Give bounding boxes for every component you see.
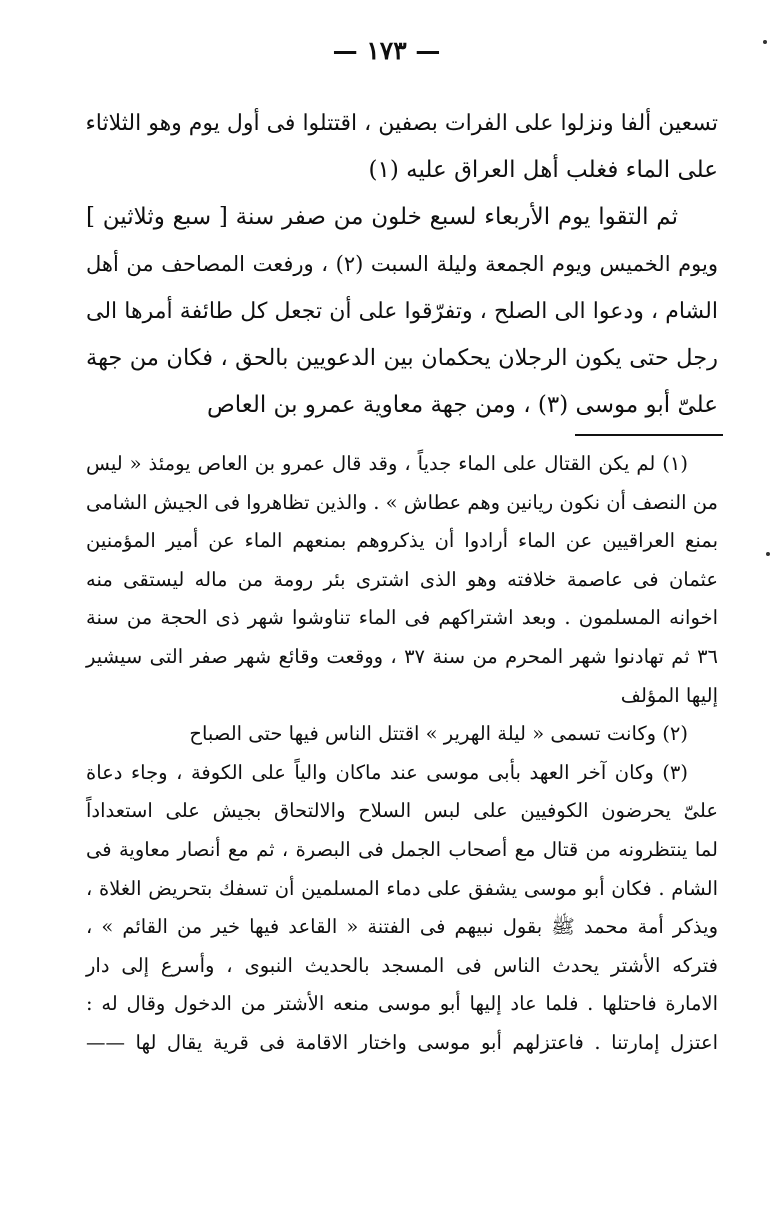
main-text-line: على الماء فغلب أهل العراق عليه (١)	[368, 157, 718, 183]
footnote-line: الامارة فاحتلها . فلما عاد إليها أبو موسى منعه الأشتر من الدخول وقال له :	[86, 992, 718, 1016]
footnote-line: عثمان فى عاصمة خلافته وهو الذى اشترى بئر رومة من ماله ليستقى منه	[86, 567, 718, 591]
main-text	[86, 100, 718, 429]
footnote-separator	[575, 434, 723, 436]
footnote-line: اخوانه المسلمون . وبعد اشتراكهم فى الماء تناوشوا شهر ذى الحجة من سنة	[86, 606, 718, 630]
main-text-line: علىّ أبو موسى (٣) ، ومن جهة معاوية عمرو بن العاص	[206, 392, 718, 418]
footnote-line: بمنع العراقيين عن الماء أرادوا أن يذكروهم بمنعهم الماء عن أمير المؤمنين	[86, 529, 718, 553]
footnote-line: (٢) وكانت تسمى « ليلة الهرير » اقتتل الناس فيها حتى الصباح	[189, 722, 688, 746]
main-text-line: ثم التقوا يوم الأربعاء لسبع خلون من صفر سنة [ سبع وثلاثين ]	[86, 204, 678, 230]
footnote-line: (٣) وكان آخر العهد بأبى موسى عند ماكان والياً على الكوفة ، وجاء دعاة	[86, 760, 688, 784]
footnote-line: ويذكر أمة محمد ﷺ بقول نبيهم فى الفتنة « القاعد فيها خير من القائم » ،	[86, 915, 718, 939]
footnote-line: الشام . فكان أبو موسى يشفق على دماء المسلمين أن تسفك بتحريض الغلاة ،	[86, 876, 718, 900]
footnote-line: (١) لم يكن القتال على الماء جدياً ، وقد قال عمرو بن العاص يومئذ « ليس	[86, 452, 688, 475]
footnote-line: لما ينتظرونه من قتال مع أصحاب الجمل فى البصرة ، ثم مع أنصار معاوية فى	[86, 837, 718, 861]
footnote-line: اعتزل إمارتنا . فاعتزلهم أبو موسى واختار الاقامة فى قرية يقال لها ——	[86, 1030, 718, 1054]
main-text-line: تسعين ألفا ونزلوا على الفرات بصفين ، اقتتلوا فى أول يوم وهو الثلاثاء	[85, 111, 718, 136]
footnote-line: من النصف أن نكون ريانين وهم عطاش » . والذين تظاهروا فى الجيش الشامى	[86, 490, 718, 514]
scan-speck	[766, 552, 770, 556]
footnote-line: ٣٦ ثم تهادنوا شهر المحرم من سنة ٣٧ ، ووقعت وقائع شهر صفر التى سيشير	[86, 644, 719, 668]
footnote-line: إليها المؤلف	[620, 683, 718, 707]
main-text-line: ويوم الخميس ويوم الجمعة وليلة السبت (٢) ، ورفعت المصاحف من أهل	[86, 252, 718, 276]
footnote-line: فتركه الأشتر يحدث الناس فى المسجد بالحديث النبوى ، وأسرع إلى دار	[86, 953, 718, 977]
footnotes	[86, 445, 718, 1063]
main-text-line: رجل حتى يكون الرجلان يحكمان بين الدعويين بالحق ، فكان من جهة	[86, 345, 718, 371]
main-text-line: الشام ، ودعوا الى الصلح ، وتفرّقوا على أن تجعل كل طائفة أمرها الى	[86, 299, 718, 324]
scan-speck	[763, 40, 767, 44]
page-number: — ١٧٣ —	[332, 36, 441, 65]
footnote-line: علىّ يحرضون الكوفيين على لبس السلاح والالتحاق بجيش على استعداداً	[86, 799, 718, 823]
